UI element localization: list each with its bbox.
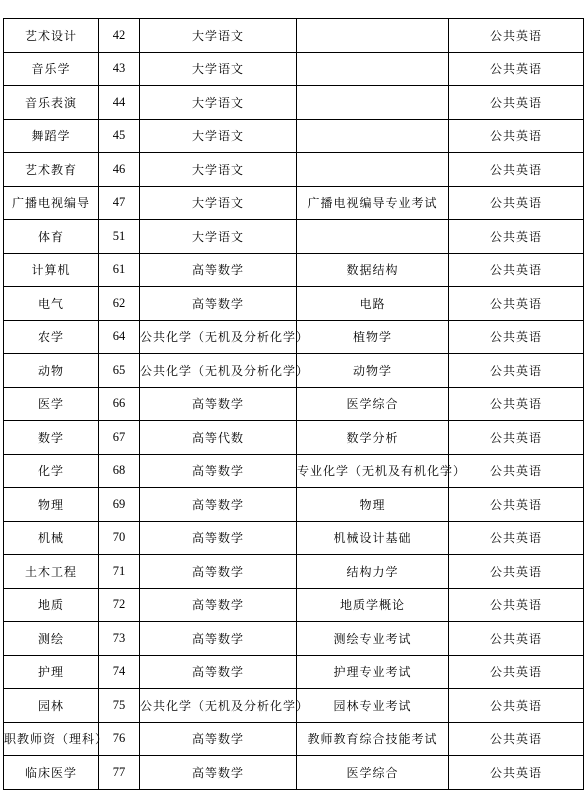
subject3-cell: 公共英语 <box>449 689 584 723</box>
table-row <box>4 287 584 321</box>
subject2-cell: 数据结构 <box>297 253 449 287</box>
table-row <box>4 220 584 254</box>
code-cell: 74 <box>99 655 140 689</box>
table-row <box>4 52 584 86</box>
subject3-cell: 公共英语 <box>449 655 584 689</box>
code-cell: 66 <box>99 387 140 421</box>
table-row <box>4 454 584 488</box>
subject2-cell <box>297 119 449 153</box>
subject3-cell: 公共英语 <box>449 421 584 455</box>
table-row <box>4 622 584 656</box>
code-cell: 69 <box>99 488 140 522</box>
table-row <box>4 756 584 790</box>
table-row <box>4 421 584 455</box>
major-cell: 艺术教育 <box>4 153 99 187</box>
subject1-cell: 高等数学 <box>140 555 297 589</box>
subject2-cell: 电路 <box>297 287 449 321</box>
subject3-cell: 公共英语 <box>449 52 584 86</box>
subject2-cell <box>297 220 449 254</box>
exam-subjects-table <box>3 18 584 790</box>
code-cell: 47 <box>99 186 140 220</box>
table-row <box>4 387 584 421</box>
subject2-cell: 植物学 <box>297 320 449 354</box>
subject1-cell: 高等数学 <box>140 521 297 555</box>
code-cell: 75 <box>99 689 140 723</box>
major-cell: 电气 <box>4 287 99 321</box>
subject3-cell: 公共英语 <box>449 622 584 656</box>
table-body <box>4 19 584 790</box>
subject2-cell: 物理 <box>297 488 449 522</box>
subject2-cell: 专业化学（无机及有机化学） <box>297 454 449 488</box>
subject1-cell: 高等数学 <box>140 655 297 689</box>
code-cell: 64 <box>99 320 140 354</box>
subject3-cell: 公共英语 <box>449 220 584 254</box>
major-cell: 舞蹈学 <box>4 119 99 153</box>
subject3-cell: 公共英语 <box>449 722 584 756</box>
code-cell: 44 <box>99 86 140 120</box>
subject1-cell: 高等数学 <box>140 454 297 488</box>
major-cell: 音乐表演 <box>4 86 99 120</box>
subject3-cell: 公共英语 <box>449 488 584 522</box>
subject1-cell: 高等数学 <box>140 722 297 756</box>
subject3-cell: 公共英语 <box>449 186 584 220</box>
subject1-cell: 高等数学 <box>140 756 297 790</box>
table-row <box>4 153 584 187</box>
table-row <box>4 689 584 723</box>
subject3-cell: 公共英语 <box>449 521 584 555</box>
subject1-cell: 高等数学 <box>140 387 297 421</box>
subject2-cell: 广播电视编导专业考试 <box>297 186 449 220</box>
subject3-cell: 公共英语 <box>449 86 584 120</box>
subject1-cell: 公共化学（无机及分析化学） <box>140 689 297 723</box>
subject2-cell: 数学分析 <box>297 421 449 455</box>
subject2-cell <box>297 19 449 53</box>
code-cell: 73 <box>99 622 140 656</box>
subject3-cell: 公共英语 <box>449 119 584 153</box>
subject1-cell: 高等数学 <box>140 588 297 622</box>
code-cell: 67 <box>99 421 140 455</box>
subject3-cell: 公共英语 <box>449 454 584 488</box>
table-row <box>4 722 584 756</box>
major-cell: 护理 <box>4 655 99 689</box>
subject3-cell: 公共英语 <box>449 555 584 589</box>
major-cell: 物理 <box>4 488 99 522</box>
code-cell: 51 <box>99 220 140 254</box>
major-cell: 土木工程 <box>4 555 99 589</box>
subject2-cell: 动物学 <box>297 354 449 388</box>
major-cell: 临床医学 <box>4 756 99 790</box>
table-row <box>4 588 584 622</box>
major-cell: 农学 <box>4 320 99 354</box>
table-row <box>4 320 584 354</box>
subject3-cell: 公共英语 <box>449 387 584 421</box>
subject2-cell: 结构力学 <box>297 555 449 589</box>
subject1-cell: 大学语文 <box>140 220 297 254</box>
code-cell: 65 <box>99 354 140 388</box>
major-cell: 化学 <box>4 454 99 488</box>
major-cell: 计算机 <box>4 253 99 287</box>
code-cell: 70 <box>99 521 140 555</box>
subject3-cell: 公共英语 <box>449 253 584 287</box>
code-cell: 42 <box>99 19 140 53</box>
major-cell: 测绘 <box>4 622 99 656</box>
subject1-cell: 公共化学（无机及分析化学） <box>140 354 297 388</box>
subject1-cell: 高等数学 <box>140 622 297 656</box>
subject3-cell: 公共英语 <box>449 19 584 53</box>
subject3-cell: 公共英语 <box>449 756 584 790</box>
code-cell: 77 <box>99 756 140 790</box>
code-cell: 72 <box>99 588 140 622</box>
subject1-cell: 高等数学 <box>140 488 297 522</box>
table-row <box>4 555 584 589</box>
subject2-cell: 医学综合 <box>297 387 449 421</box>
subject3-cell: 公共英语 <box>449 287 584 321</box>
code-cell: 43 <box>99 52 140 86</box>
subject1-cell: 大学语文 <box>140 52 297 86</box>
table-row <box>4 521 584 555</box>
table-row <box>4 253 584 287</box>
major-cell: 医学 <box>4 387 99 421</box>
subject3-cell: 公共英语 <box>449 320 584 354</box>
code-cell: 76 <box>99 722 140 756</box>
subject1-cell: 大学语文 <box>140 19 297 53</box>
code-cell: 45 <box>99 119 140 153</box>
subject1-cell: 大学语文 <box>140 186 297 220</box>
subject1-cell: 高等数学 <box>140 253 297 287</box>
major-cell: 音乐学 <box>4 52 99 86</box>
major-cell: 艺术设计 <box>4 19 99 53</box>
subject1-cell: 大学语文 <box>140 86 297 120</box>
subject2-cell: 护理专业考试 <box>297 655 449 689</box>
subject1-cell: 大学语文 <box>140 153 297 187</box>
major-cell: 机械 <box>4 521 99 555</box>
subject2-cell: 机械设计基础 <box>297 521 449 555</box>
code-cell: 46 <box>99 153 140 187</box>
table-row <box>4 488 584 522</box>
table-row <box>4 186 584 220</box>
table-row <box>4 86 584 120</box>
table-row <box>4 119 584 153</box>
table-row <box>4 354 584 388</box>
major-cell: 动物 <box>4 354 99 388</box>
subject1-cell: 高等代数 <box>140 421 297 455</box>
table-row <box>4 19 584 53</box>
major-cell: 数学 <box>4 421 99 455</box>
subject3-cell: 公共英语 <box>449 153 584 187</box>
subject2-cell: 教师教育综合技能考试 <box>297 722 449 756</box>
subject1-cell: 公共化学（无机及分析化学） <box>140 320 297 354</box>
subject2-cell <box>297 153 449 187</box>
subject2-cell: 园林专业考试 <box>297 689 449 723</box>
major-cell: 职教师资（理科） <box>4 722 99 756</box>
subject2-cell <box>297 86 449 120</box>
code-cell: 62 <box>99 287 140 321</box>
major-cell: 园林 <box>4 689 99 723</box>
subject1-cell: 高等数学 <box>140 287 297 321</box>
code-cell: 61 <box>99 253 140 287</box>
major-cell: 地质 <box>4 588 99 622</box>
code-cell: 68 <box>99 454 140 488</box>
subject3-cell: 公共英语 <box>449 588 584 622</box>
subject3-cell: 公共英语 <box>449 354 584 388</box>
subject1-cell: 大学语文 <box>140 119 297 153</box>
subject2-cell <box>297 52 449 86</box>
table-row <box>4 655 584 689</box>
subject2-cell: 测绘专业考试 <box>297 622 449 656</box>
subject2-cell: 医学综合 <box>297 756 449 790</box>
code-cell: 71 <box>99 555 140 589</box>
major-cell: 广播电视编导 <box>4 186 99 220</box>
subject2-cell: 地质学概论 <box>297 588 449 622</box>
major-cell: 体育 <box>4 220 99 254</box>
